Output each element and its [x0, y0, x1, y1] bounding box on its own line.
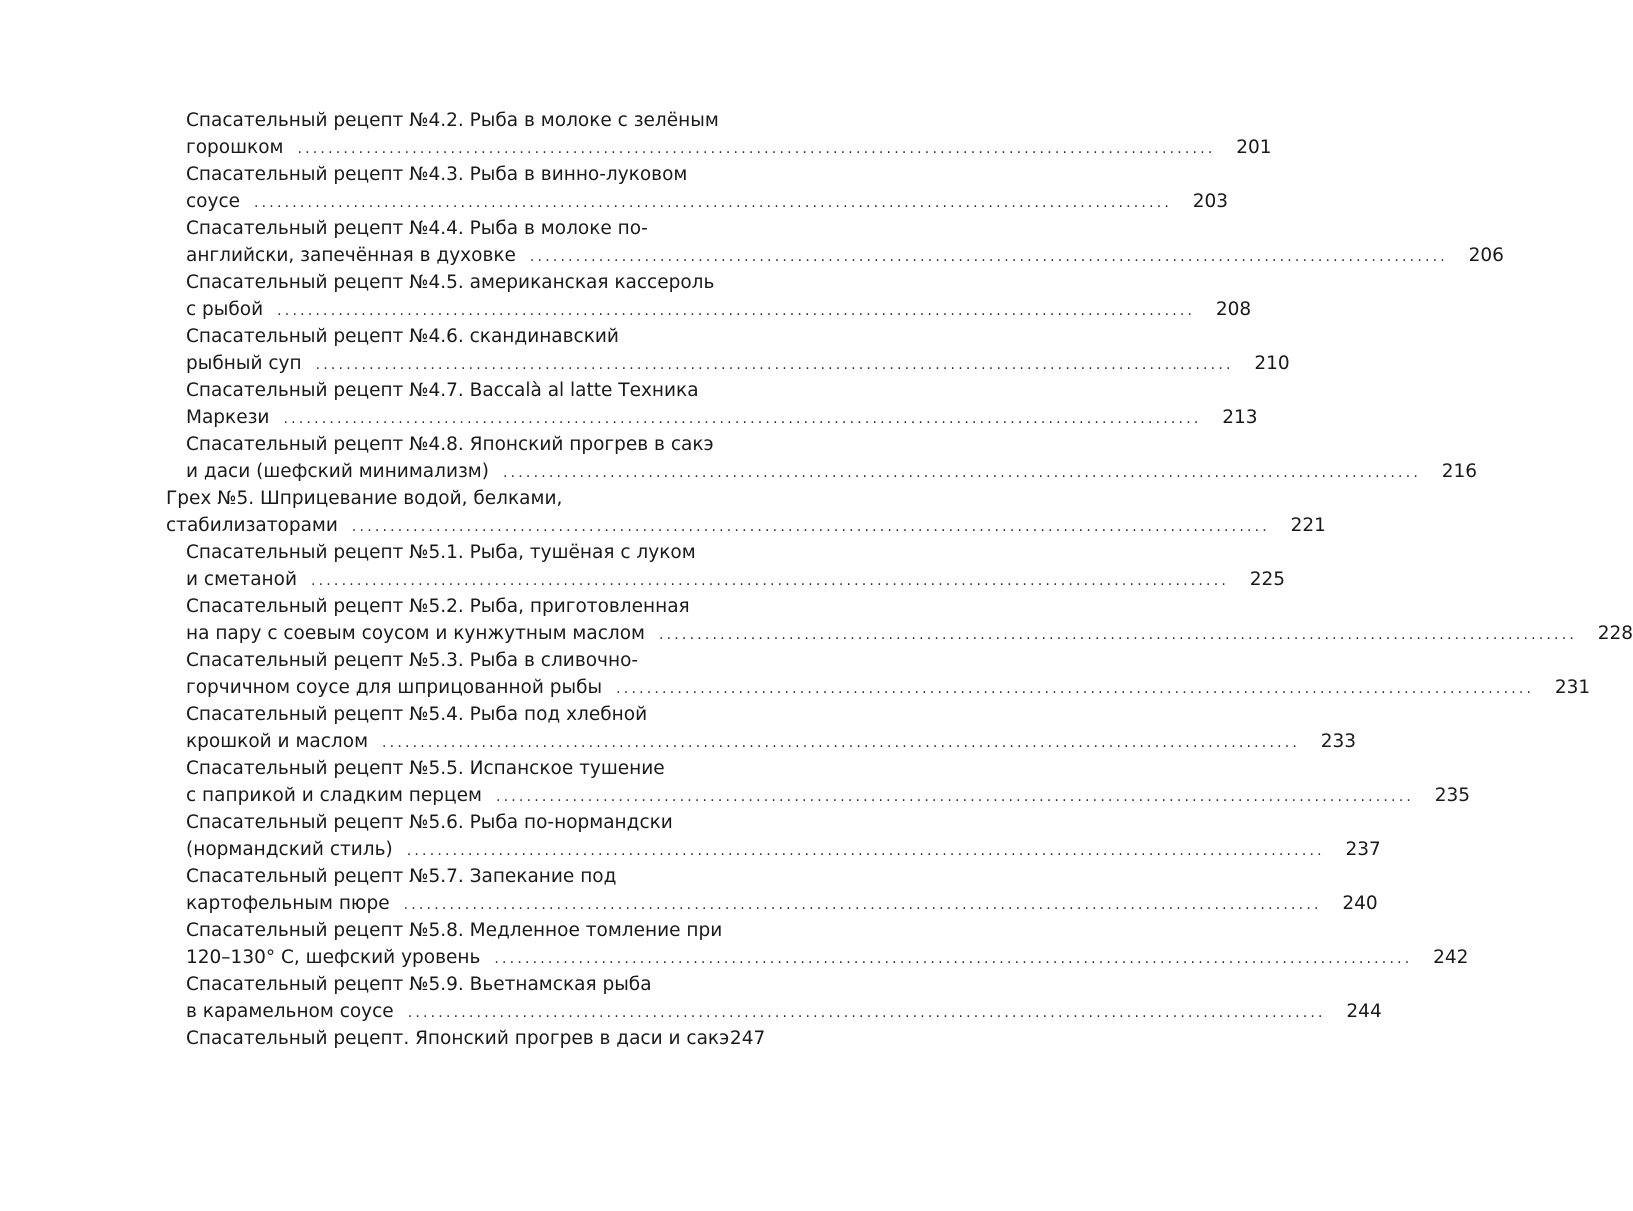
- toc-entry-page-line: [0, 404, 1258, 431]
- dot-leader: ........................................................................................................................: [297, 141, 1216, 157]
- toc-entry-title-line: Спасательный рецепт №5.5. Испанское тушение: [186, 758, 665, 779]
- toc-entry[interactable]: [0, 323, 1290, 377]
- toc-entry-title-end: рыбный суп: [186, 353, 302, 374]
- toc-page-number: 221: [1290, 515, 1326, 536]
- toc-entry-page-line: [0, 134, 1272, 161]
- toc-page-number: 242: [1433, 947, 1469, 968]
- dot-leader: ........................................................................................................................: [502, 465, 1422, 481]
- toc-entry-title-end: с рыбой: [186, 299, 264, 320]
- dot-leader: ........................................................................................................................: [315, 357, 1234, 373]
- toc-entry-title-line: Спасательный рецепт №4.5. американская кассероль: [186, 272, 715, 293]
- toc-entry-page-line: [0, 890, 1378, 917]
- toc-entry[interactable]: [0, 917, 1469, 971]
- toc-entry[interactable]: [0, 269, 1252, 323]
- toc-page-number: 237: [1345, 839, 1381, 860]
- toc-entry-page-line: [0, 188, 1229, 215]
- toc-entry-title-line: Спасательный рецепт №5.9. Вьетнамская рыба: [186, 974, 652, 995]
- toc-entry-title-line: Спасательный рецепт №5.4. Рыба под хлебной: [186, 704, 648, 725]
- toc-entry-title-end: с паприкой и сладким перцем: [186, 785, 482, 806]
- toc-page-number: 235: [1434, 785, 1470, 806]
- toc-entry-title-line: Спасательный рецепт №4.7. Baccalà al latte Техника: [186, 380, 699, 401]
- toc-entry-title-end: на пару с соевым соусом и кунжутным маслом: [186, 623, 645, 644]
- toc-entry-page-line: [0, 350, 1290, 377]
- toc-page-number: 231: [1554, 677, 1591, 698]
- toc-entry[interactable]: [0, 161, 1229, 215]
- toc-entry-title-line: Спасательный рецепт №5.8. Медленное томление при: [186, 920, 723, 941]
- toc-entry[interactable]: [0, 647, 1591, 701]
- toc-entry-title-line: Спасательный рецепт №4.6. скандинавский: [186, 326, 619, 347]
- dot-leader: ........................................................................................................................: [616, 681, 1535, 697]
- toc-entry-title-end: крошкой и маслом: [186, 731, 369, 752]
- toc-page-number: 210: [1254, 353, 1290, 374]
- dot-leader: ........................................................................................................................: [351, 519, 1270, 535]
- toc-entry-page-line: [0, 836, 1381, 863]
- dot-leader: ........................................................................................................................: [407, 1005, 1326, 1021]
- toc-entry[interactable]: [0, 1025, 856, 1052]
- toc-entry[interactable]: [0, 485, 1326, 539]
- toc-page-number: 240: [1342, 893, 1378, 914]
- toc-entry-title-end: соусе: [186, 191, 240, 212]
- toc-page-number: 203: [1192, 191, 1229, 212]
- toc-page-number: 247: [729, 1028, 766, 1049]
- toc-entry[interactable]: [0, 809, 1381, 863]
- toc-entry[interactable]: [0, 701, 1357, 755]
- table-of-contents: [0, 107, 1633, 1052]
- toc-page-number: 208: [1215, 299, 1252, 320]
- dot-leader: ........................................................................................................................: [406, 843, 1325, 859]
- toc-entry[interactable]: [0, 377, 1258, 431]
- toc-entry-title-end: горчичном соусе для шприцованной рыбы: [186, 677, 603, 698]
- toc-entry-title-end: английски, запечённая в духовке: [186, 245, 516, 266]
- toc-entry-title-line: Спасательный рецепт №4.4. Рыба в молоке по-: [186, 218, 648, 239]
- dot-leader: ........................................................................................................................: [277, 303, 1196, 319]
- toc-page-number: 228: [1597, 623, 1633, 644]
- toc-entry-title-line: Спасательный рецепт №4.2. Рыба в молоке с зелёным: [186, 110, 719, 131]
- toc-entry[interactable]: [0, 755, 1470, 809]
- toc-entry-page-line: [0, 728, 1357, 755]
- dot-leader: ........................................................................................................................: [310, 573, 1229, 589]
- toc-entry-page-line: [0, 620, 1633, 647]
- toc-entry-title-end: горошком: [186, 137, 284, 158]
- toc-entry[interactable]: [0, 971, 1382, 1025]
- dot-leader: ........................................................................................................................: [494, 951, 1413, 967]
- dot-leader: ........................................................................................................................: [254, 195, 1173, 211]
- toc-entry-page-line: [0, 1025, 766, 1052]
- toc-page-number: 244: [1346, 1001, 1382, 1022]
- toc-entry[interactable]: [0, 431, 1478, 485]
- toc-entry-page-line: [0, 242, 1504, 269]
- toc-entry-title-line: Спасательный рецепт №5.7. Запекание под: [186, 866, 617, 887]
- toc-entry-page-line: [0, 998, 1382, 1025]
- toc-entry-title-line: Спасательный рецепт №5.1. Рыба, тушёная с луком: [186, 542, 696, 563]
- toc-page-number: 201: [1236, 137, 1272, 158]
- toc-entry-title-end: в карамельном соусе: [186, 1001, 394, 1022]
- dot-leader: ........................................................................................................................: [495, 789, 1414, 805]
- toc-entry-title-line: Спасательный рецепт №5.2. Рыба, приготовленная: [186, 596, 690, 617]
- toc-entry-title-end: (нормандский стиль): [186, 839, 393, 860]
- toc-entry-title-end: и даси (шефский минимализм): [186, 461, 489, 482]
- toc-entry-page-line: [0, 566, 1285, 593]
- toc-entry[interactable]: [0, 539, 1285, 593]
- toc-entry-title-end: и сметаной: [186, 569, 297, 590]
- toc-entry-title-end: 120–130° С, шефский уровень: [186, 947, 481, 968]
- toc-entry[interactable]: [0, 863, 1378, 917]
- toc-page-number: 225: [1249, 569, 1285, 590]
- toc-page-number: 216: [1441, 461, 1478, 482]
- dot-leader: ........................................................................................................................: [658, 627, 1577, 643]
- dot-leader: ........................................................................................................................: [529, 249, 1448, 265]
- toc-page-number: 213: [1222, 407, 1258, 428]
- toc-page-number: 206: [1468, 245, 1504, 266]
- toc-entry-page-line: [0, 458, 1478, 485]
- dot-leader: ........................................................................................................................: [382, 735, 1301, 751]
- toc-entry-page-line: [0, 782, 1470, 809]
- toc-entry-title-end: стабилизаторами: [166, 515, 338, 536]
- toc-entry-title-line: Грех №5. Шприцевание водой, белками,: [166, 488, 563, 509]
- toc-entry[interactable]: [0, 593, 1633, 647]
- toc-entry[interactable]: [0, 107, 1272, 161]
- dot-leader: ........................................................................................................................: [283, 411, 1202, 427]
- toc-entry-title-line: Спасательный рецепт №5.6. Рыба по-нормандски: [186, 812, 673, 833]
- toc-entry-page-line: [0, 512, 1326, 539]
- toc-entry-page-line: [0, 944, 1469, 971]
- toc-entry-page-line: [0, 296, 1252, 323]
- toc-entry[interactable]: [0, 215, 1504, 269]
- toc-page-number: 233: [1320, 731, 1357, 752]
- toc-entry-title-line: Спасательный рецепт №5.3. Рыба в сливочно-: [186, 650, 639, 671]
- toc-entry-page-line: [0, 674, 1591, 701]
- toc-entry-title-line: Спасательный рецепт №4.3. Рыба в винно-луковом: [186, 164, 688, 185]
- toc-entry-title-end: Маркези: [186, 407, 270, 428]
- dot-leader: ........................................................................................................................: [403, 897, 1322, 913]
- toc-entry-title-end: Спасательный рецепт. Японский прогрев в даси и сакэ: [186, 1028, 730, 1049]
- toc-entry-title-line: Спасательный рецепт №4.8. Японский прогрев в сакэ: [186, 434, 714, 455]
- toc-entry-title-end: картофельным пюре: [186, 893, 390, 914]
